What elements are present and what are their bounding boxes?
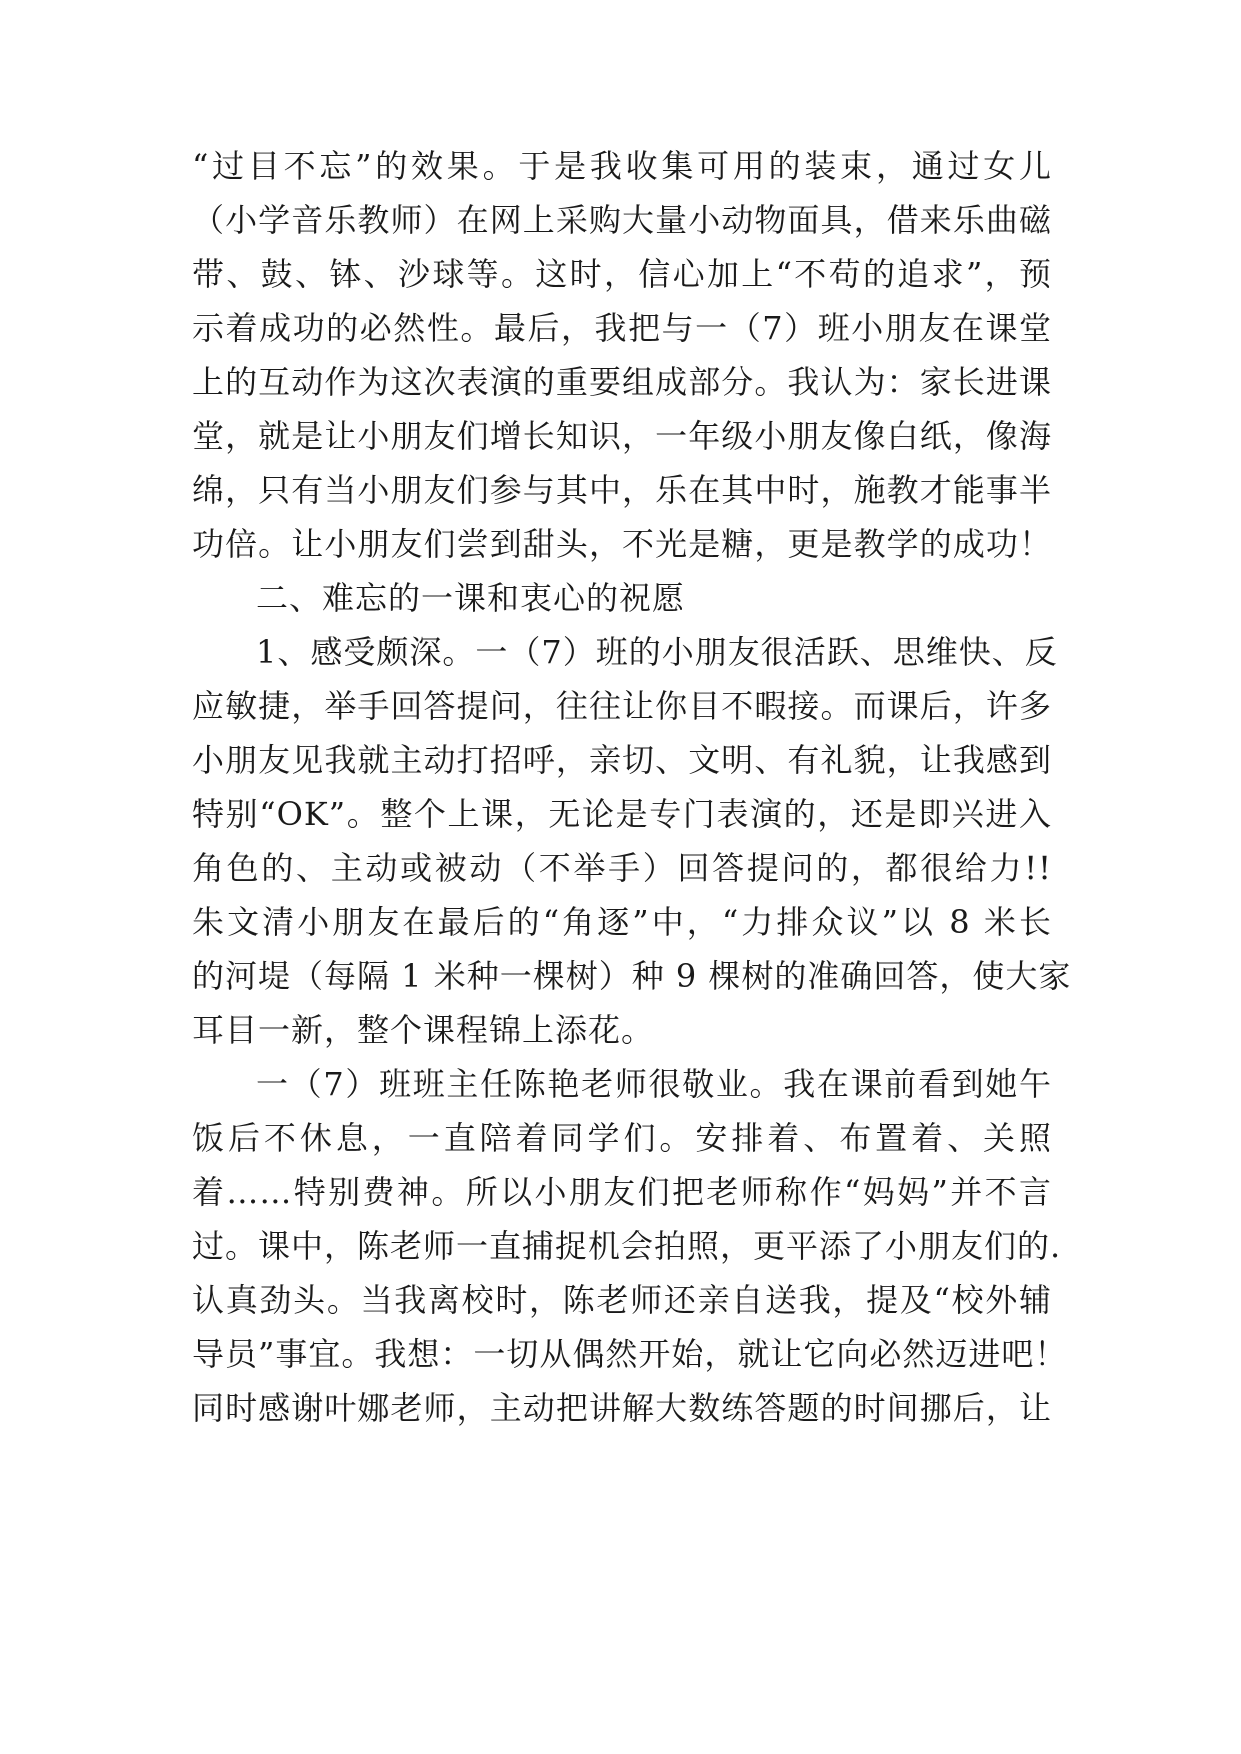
section-heading: 二、难忘的一课和衷心的祝愿 xyxy=(256,579,686,617)
text-line: 带、鼓、钵、沙球等。这时，信心加上“不苟的追求”，预 xyxy=(192,255,1052,293)
text-line: 导员”事宜。我想：一切从偶然开始，就让它向必然迈进吧！ xyxy=(192,1335,1068,1373)
text-line: 过。课中，陈老师一直捕捉机会拍照，更平添了小朋友们的. xyxy=(192,1227,1062,1265)
text-line: 耳目一新，整个课程锦上添花。 xyxy=(192,1011,655,1049)
text-line: 示着成功的必然性。最后，我把与一（7）班小朋友在课堂 xyxy=(192,309,1052,347)
text-line: 小朋友见我就主动打招呼，亲切、文明、有礼貌，让我感到 xyxy=(192,741,1052,779)
text-line: 一（7）班班主任陈艳老师很敬业。我在课前看到她午 xyxy=(256,1065,1052,1103)
text-line: 堂，就是让小朋友们增长知识，一年级小朋友像白纸，像海 xyxy=(192,417,1052,455)
text-line: （小学音乐教师）在网上采购大量小动物面具，借来乐曲磁 xyxy=(192,201,1052,239)
text-line: 上的互动作为这次表演的重要组成部分。我认为：家长进课 xyxy=(192,363,1052,401)
text-line: 应敏捷，举手回答提问，往往让你目不暇接。而课后，许多 xyxy=(192,687,1052,725)
text-line: 绵，只有当小朋友们参与其中，乐在其中时，施教才能事半 xyxy=(192,471,1052,509)
text-line: 饭后不休息，一直陪着同学们。安排着、布置着、关照 xyxy=(192,1119,1052,1157)
text-line: 认真劲头。当我离校时，陈老师还亲自送我，提及“校外辅 xyxy=(192,1281,1052,1319)
text-line: 功倍。让小朋友们尝到甜头，不光是糖，更是教学的成功！ xyxy=(192,525,1052,563)
text-line: 着……特别费神。所以小朋友们把老师称作“妈妈”并不言 xyxy=(192,1173,1052,1211)
text-line: 1、感受颇深。一（7）班的小朋友很活跃、思维快、反 xyxy=(256,633,1058,671)
text-line: 的河堤（每隔 1 米种一棵树）种 9 棵树的准确回答，使大家 xyxy=(192,957,1072,995)
text-line: “过目不忘”的效果。于是我收集可用的装束，通过女儿 xyxy=(192,147,1052,185)
text-line: 同时感谢叶娜老师，主动把讲解大数练答题的时间挪后，让 xyxy=(192,1389,1052,1427)
text-line: 特别“OK”。整个上课，无论是专门表演的，还是即兴进入 xyxy=(192,795,1052,833)
text-line: 朱文清小朋友在最后的“角逐”中，“力排众议”以 8 米长 xyxy=(192,903,1052,941)
text-line: 角色的、主动或被动（不举手）回答提问的，都很给力!! xyxy=(192,849,1052,887)
